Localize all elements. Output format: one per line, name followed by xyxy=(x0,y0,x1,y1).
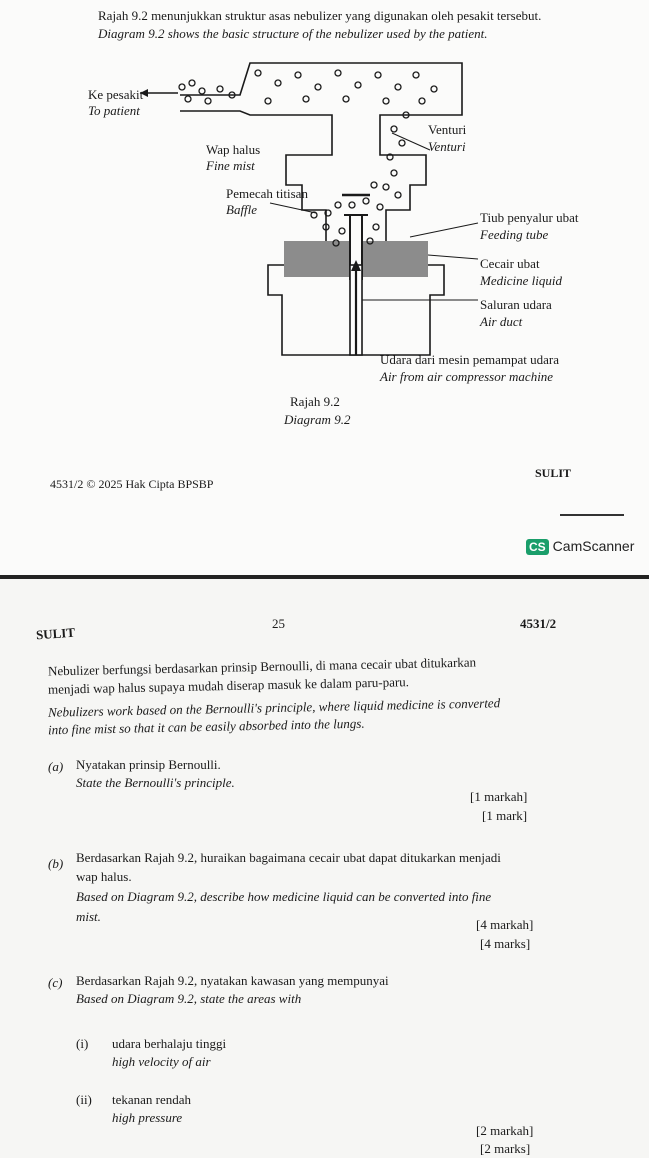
question-a-ms: Nyatakan prinsip Bernoulli. xyxy=(76,757,221,772)
camscanner-logo: CS xyxy=(526,539,549,555)
label-baffle-en: Baffle xyxy=(226,202,258,217)
question-c-marks-ms: [2 markah] xyxy=(476,1123,534,1138)
caption-english: Diagram 9.2 shows the basic structure of the nebulizer used by the patient. xyxy=(98,26,488,41)
medicine-liquid-left xyxy=(284,241,350,277)
question-a-label: (a) xyxy=(48,759,64,774)
question-c-ii-ms: tekanan rendah xyxy=(112,1092,192,1107)
label-venturi-ms: Venturi xyxy=(428,122,467,137)
question-b-marks-ms: [4 markah] xyxy=(476,917,534,932)
medicine-liquid-right xyxy=(362,241,428,277)
question-c-marks-en: [2 marks] xyxy=(480,1141,531,1156)
label-air-duct-en: Air duct xyxy=(480,314,523,329)
question-c-ms: Berdasarkan Rajah 9.2, nyatakan kawasan yang mempunyai xyxy=(76,973,389,988)
intro-ms-1: Nebulizer berfungsi berdasarkan prinsip Bernoulli, di mana cecair ubat ditukarkan xyxy=(47,654,477,679)
label-to-patient-en: To patient xyxy=(88,103,140,118)
caption-malay: Rajah 9.2 menunjukkan struktur asas nebulizer yang digunakan oleh pesakit tersebut. xyxy=(98,8,542,23)
intro-en-2: into fine mist so that it can be easily absorbed into the lungs. xyxy=(47,715,365,738)
label-medicine-en: Medicine liquid xyxy=(480,273,562,288)
question-a-en: State the Bernoulli's principle. xyxy=(76,775,235,790)
label-air-duct-ms: Saluran udara xyxy=(480,297,552,312)
question-c-ii-en: high pressure xyxy=(112,1110,183,1125)
question-b-en-1: Based on Diagram 9.2, describe how medicine liquid can be converted into fine xyxy=(76,889,492,904)
sulit-stamp: SULIT xyxy=(35,624,76,643)
question-c-ii-label: (ii) xyxy=(76,1092,92,1107)
label-venturi-en: Venturi xyxy=(428,139,466,154)
label-baffle-ms: Pemecah titisan xyxy=(226,186,308,201)
question-b-en-2: mist. xyxy=(76,909,101,924)
figure-title-en: Diagram 9.2 xyxy=(284,412,351,427)
camscanner-watermark xyxy=(526,538,634,556)
scanned-page-questions xyxy=(0,579,649,1158)
intro-en-1: Nebulizers work based on the Bernoulli's principle, where liquid medicine is converted xyxy=(47,695,501,720)
question-b-label: (b) xyxy=(48,856,64,871)
scanned-page-diagram xyxy=(0,0,649,575)
label-medicine-ms: Cecair ubat xyxy=(480,256,540,271)
question-a-marks-en: [1 mark] xyxy=(482,808,528,823)
question-c-i-ms: udara berhalaju tinggi xyxy=(112,1036,227,1051)
figure-title-ms: Rajah 9.2 xyxy=(290,394,340,409)
label-fine-mist-ms: Wap halus xyxy=(206,142,261,157)
question-c-label: (c) xyxy=(48,975,63,990)
label-feeding-tube-ms: Tiub penyalur ubat xyxy=(480,210,579,225)
label-air-source-en: Air from air compressor machine xyxy=(380,369,554,384)
intro-ms-2: menjadi wap halus supaya mudah diserap masuk ke dalam paru-paru. xyxy=(47,674,410,697)
footer-code: 4531/2 © 2025 Hak Cipta BPSBP xyxy=(50,477,214,491)
question-b-ms-2: wap halus. xyxy=(76,869,132,884)
page-number: 25 xyxy=(272,616,285,631)
question-c-i-label: (i) xyxy=(76,1036,89,1051)
label-feeding-tube-en: Feeding tube xyxy=(480,227,549,242)
paper-code: 4531/2 xyxy=(520,616,557,631)
footer-sulit: SULIT xyxy=(535,466,572,480)
label-to-patient-ms: Ke pesakit xyxy=(88,87,144,102)
question-c-en: Based on Diagram 9.2, state the areas with xyxy=(76,991,302,1006)
question-c-i-en: high velocity of air xyxy=(112,1054,211,1069)
camscanner-label: CamScanner xyxy=(552,538,635,554)
nebulizer-body-outline xyxy=(180,63,462,355)
question-b-marks-en: [4 marks] xyxy=(480,936,531,951)
question-b-ms-1: Berdasarkan Rajah 9.2, huraikan bagaimana cecair ubat dapat ditukarkan menjadi xyxy=(76,850,501,865)
label-fine-mist-en: Fine mist xyxy=(206,158,255,173)
label-air-source-ms: Udara dari mesin pemampat udara xyxy=(380,352,560,367)
question-a-marks-ms: [1 markah] xyxy=(470,789,528,804)
